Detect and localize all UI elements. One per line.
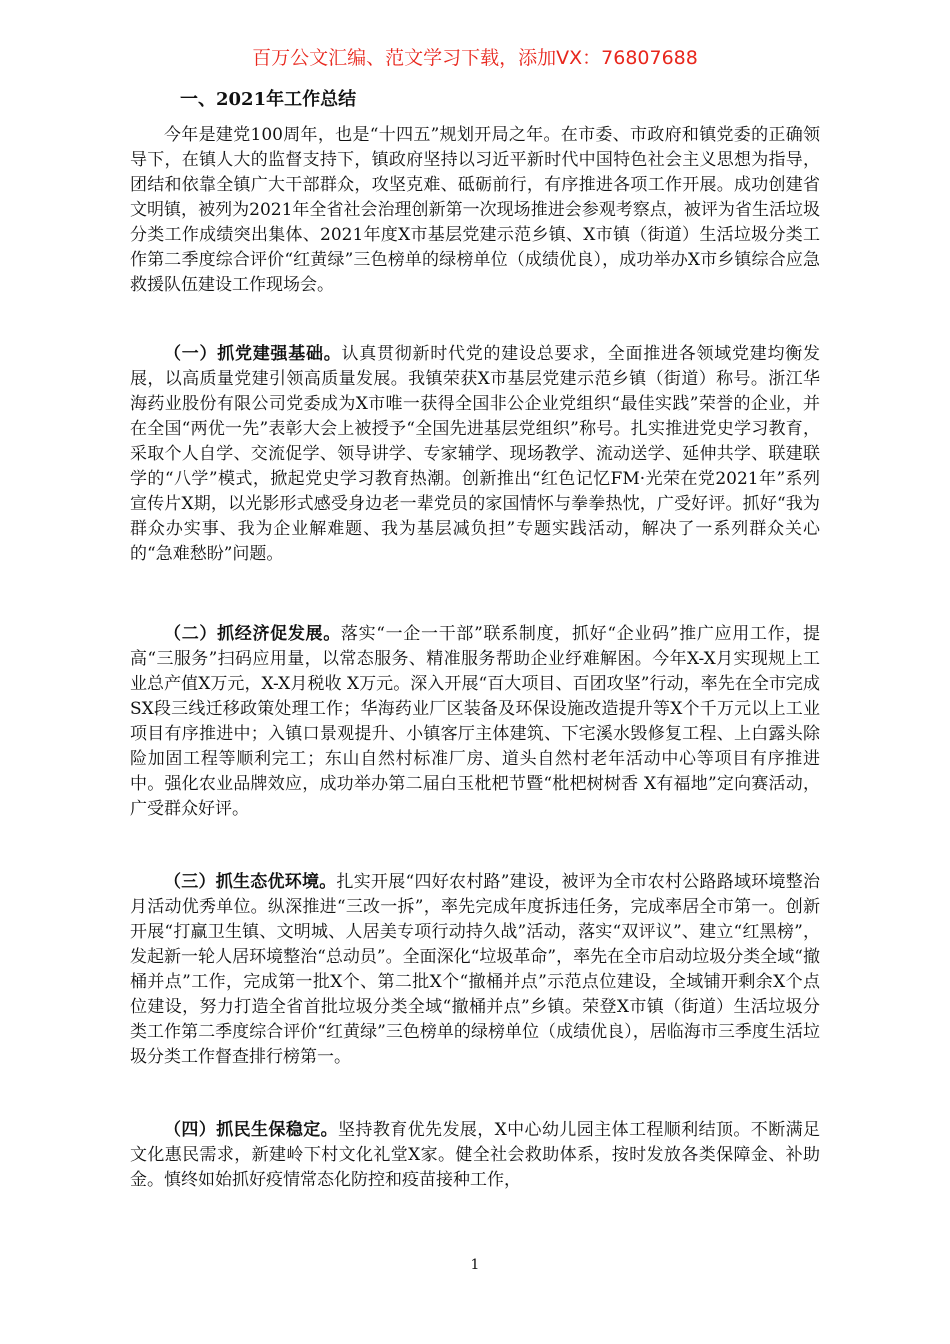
paragraph-text: 扎实开展“四好农村路”建设，被评为全市农村公路路域环境整治月活动优秀单位。纵深推进“三改一拆”，率先完成年度拆违任务，完成率居全市第一。创新开展“打赢卫生镇、文明城、人居美专项行动持久战”活动，落实“双评议”、建立“红黑榜”，发起新一轮人居环境整治“总动员”。全面深化“垃圾革命”，率先在全市启动垃圾分类全域“撤桶并点”工作，完成第一批X个、第二批X个“撤桶并点”示范点位建设，全域铺开剩余X个点位建设，努力打造全省首批垃圾分类全域“撤桶并点”乡镇。荣登X市镇（街道）生活垃圾分类工作第二季度综合评价“红黄绿”三色榜单的绿榜单位（成绩优良），居临海市三季度生活垃圾分类工作督查排行榜第一。: [130, 872, 820, 1067]
paragraph-heading: （三）抓生态优环境。: [164, 872, 337, 892]
paragraph-party-building: [130, 342, 820, 567]
paragraph-ecology: [130, 870, 820, 1070]
paragraph-heading: （二）抓经济促发展。: [164, 624, 341, 644]
paragraph-text: 认真贯彻新时代党的建设总要求，全面推进各领域党建均衡发展，以高质量党建引领高质量发展。我镇荣获X市基层党建示范乡镇（街道）称号。浙江华海药业股份有限公司党委成为X市唯一获得全国非公企业党组织“最佳实践”荣誉的企业，并在全国“两优一先”表彰大会上被授予“全国先进基层党组织”称号。扎实推进党史学习教育，采取个人自学、交流促学、领导讲学、专家辅学、现场教学、流动送学、延伸共学、联建联学的“八学”模式，掀起党史学习教育热潮。创新推出“红色记忆FM·光荣在党2021年”系列宣传片X期，以光影形式感受身边老一辈党员的家国情怀与拳拳热忱，广受好评。抓好“我为群众办实事、我为企业解难题、我为基层减负担”专题实践活动，解决了一系列群众关心的“急难愁盼”问题。: [130, 344, 820, 564]
paragraph-livelihood: [130, 1118, 820, 1193]
section-title: 一、2021年工作总结: [180, 89, 357, 110]
paragraph-heading: （四）抓民生保稳定。: [164, 1120, 339, 1140]
intro-paragraph: 今年是建党100周年，也是“十四五”规划开局之年。在市委、市政府和镇党委的正确领导下，在镇人大的监督支持下，镇政府坚持以习近平新时代中国特色社会主义思想为指导，团结和依靠全镇广大干部群众，攻坚克难、砥砺前行，有序推进各项工作开展。成功创建省文明镇，被列为2021年全省社会治理创新第一次现场推进会参观考察点，被评为省生活垃圾分类工作成绩突出集体、2021年度X市基层党建示范乡镇、X市镇（街道）生活垃圾分类工作第二季度综合评价“红黄绿”三色榜单的绿榜单位（成绩优良），成功举办X市乡镇综合应急救援队伍建设工作现场会。: [130, 125, 820, 295]
header-banner: 百万公文汇编、范文学习下载，添加VX：76807688: [252, 47, 698, 69]
paragraph-text: 落实“一企一干部”联系制度，抓好“企业码”推广应用工作，提高“三服务”扫码应用量，以常态服务、精准服务帮助企业纾难解困。今年X-X月实现规上工业总产值X万元，X-X月税收 X万元。深入开展“百大项目、百团攻坚”行动，率先在全市完成SX段三线迁移政策处理工作；华海药业厂区装备及环保设施改造提升等X个千万元以上工业项目有序推进中；入镇口景观提升、小镇客厅主体建筑、下宅溪水毁修复工程、上白露头除险加固工程等顺利完工；东山自然村标准厂房、道头自然村老年活动中心等项目有序推进中。强化农业品牌效应，成功举办第二届白玉枇杷节暨“枇杷树树香 X有福地”定向赛活动，广受群众好评。: [130, 624, 820, 819]
paragraph-economy: [130, 622, 820, 822]
paragraph-text: 坚持教育优先发展，X中心幼儿园主体工程顺利结顶。不断满足文化惠民需求，新建岭下村文化礼堂X家。健全社会救助体系，按时发放各类保障金、补助金。慎终如始抓好疫情常态化防控和疫苗接种工作，: [130, 1120, 820, 1190]
paragraph-heading: （一）抓党建强基础。: [164, 344, 342, 364]
page-number: 1: [470, 1257, 480, 1273]
